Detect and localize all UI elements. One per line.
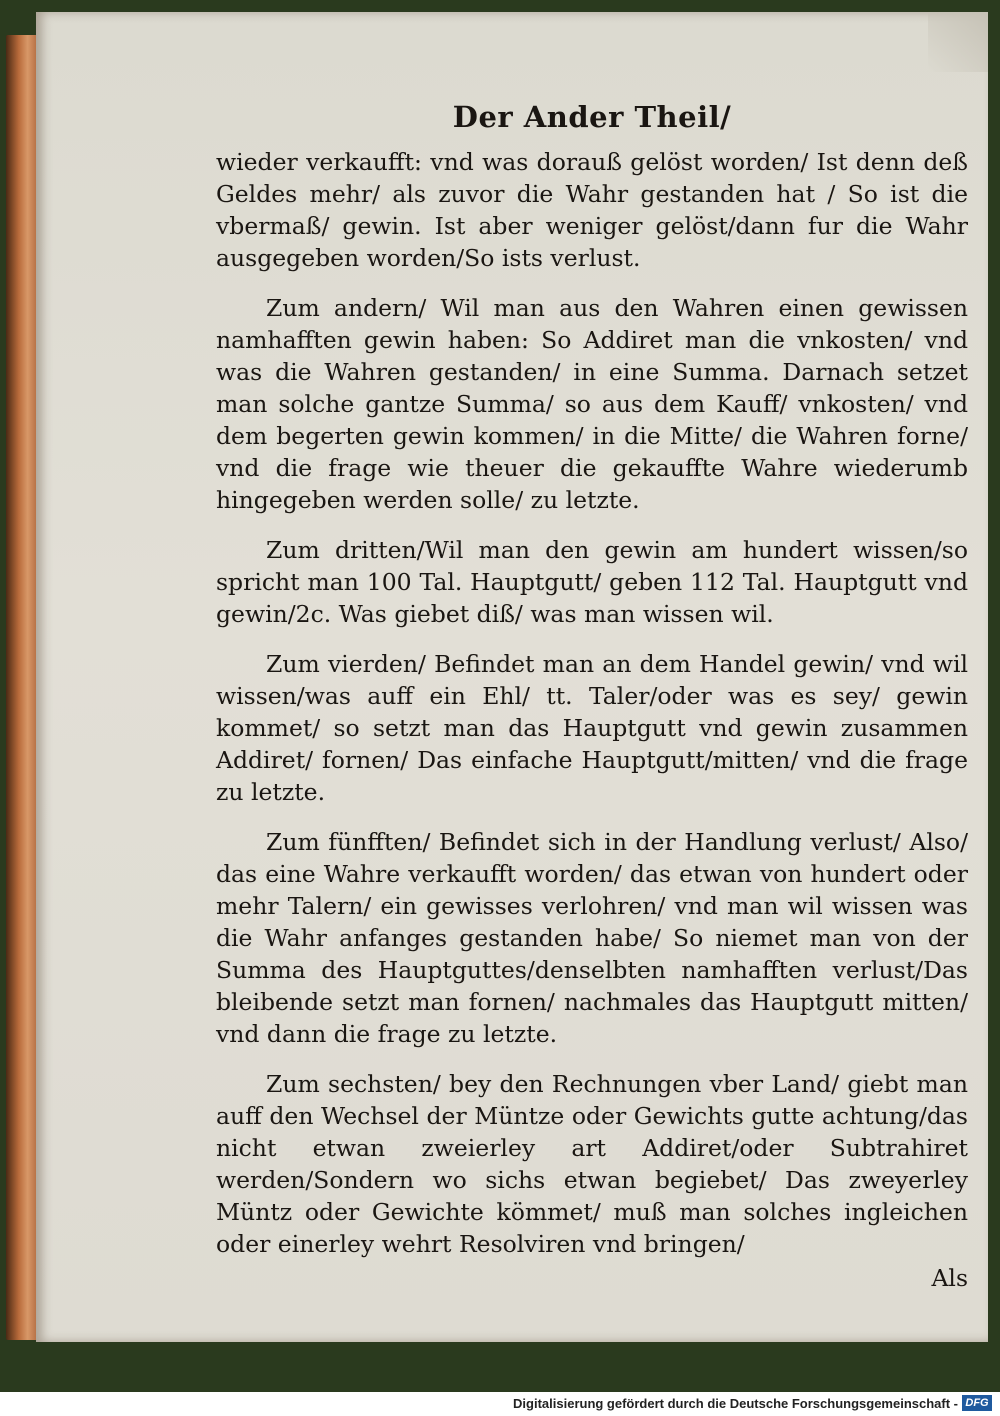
paragraph-6: Zum sechsten/ bey den Rechnungen vber Land/ giebt man auff den Wechsel der Müntze oder Gewichts gutte achtung/das nicht etwan zweierley art Addiret/oder Subtrahiret werden/Sondern wo sichs etwan begiebet/ Das zweyerley Müntz oder Gewichte kömmet/ muß man solches ingleichen oder einerley wehrt Resolviren vnd bringen/ — [216, 1070, 968, 1258]
catchword: Als — [931, 1264, 968, 1292]
paragraph-4: Zum vierden/ Befindet man an dem Handel gewin/ vnd wil wissen/was auff ein Ehl/ tt. Taler/oder was es sey/ gewin kommet/ so setzt man das Hauptgutt vnd gewin zusammen Addiret/ fornen/ Das einfache Hauptgutt/mitten/ vnd die frage zu letzte. — [216, 650, 968, 806]
paragraph-5: Zum fünfften/ Befindet sich in der Handlung verlust/ Also/ das eine Wahre verkaufft worden/ das etwan von hundert oder mehr Talern/ ein gewisses verlohren/ vnd man wil wissen was die Wahr anfanges gestanden habe/ So niemet man von der Summa des Hauptguttes/denselbten namhafften verlust/Das bleibende setzt man fornen/ nachmales das Hauptgutt mitten/ vnd dann die frage zu letzte. — [216, 828, 968, 1048]
page-corner-shadow — [928, 12, 988, 72]
footer-bar — [0, 1392, 1000, 1416]
footer-credit: Digitalisierung gefördert durch die Deutsche Forschungsgemeinschaft - — [513, 1396, 958, 1411]
dfg-logo: DFG — [962, 1395, 992, 1411]
paragraph-3: Zum dritten/Wil man den gewin am hundert wissen/so spricht man 100 Tal. Hauptgutt/ geben 112 Tal. Hauptgutt vnd gewin/2c. Was giebet diß/ was man wissen wil. — [216, 536, 968, 628]
paragraph-2: Zum andern/ Wil man aus den Wahren einen gewissen namhafften gewin haben: So Addiret man die vnkosten/ vnd was die Wahren gestanden/ in eine Summa. Darnach setzet man solche gantze Summa/ so aus dem Kauff/ vnkosten/ vnd dem begerten gewin kommen/ in die Mitte/ die Wahren forne/ vnd die frage wie theuer die gekauffte Wahre wiederumb hingegeben werden solle/ zu letzte. — [216, 294, 968, 514]
text-block — [216, 100, 968, 1292]
paragraph-1: wieder verkaufft: vnd was dorauß gelöst worden/ Ist denn deß Geldes mehr/ als zuvor die Wahr gestanden hat / So ist die vbermaß/ gewin. Ist aber weniger gelöst/dann fur die Wahr ausgegeben worden/So ists verlust. — [216, 148, 968, 272]
running-head: Der Ander Theil/ — [452, 100, 732, 134]
